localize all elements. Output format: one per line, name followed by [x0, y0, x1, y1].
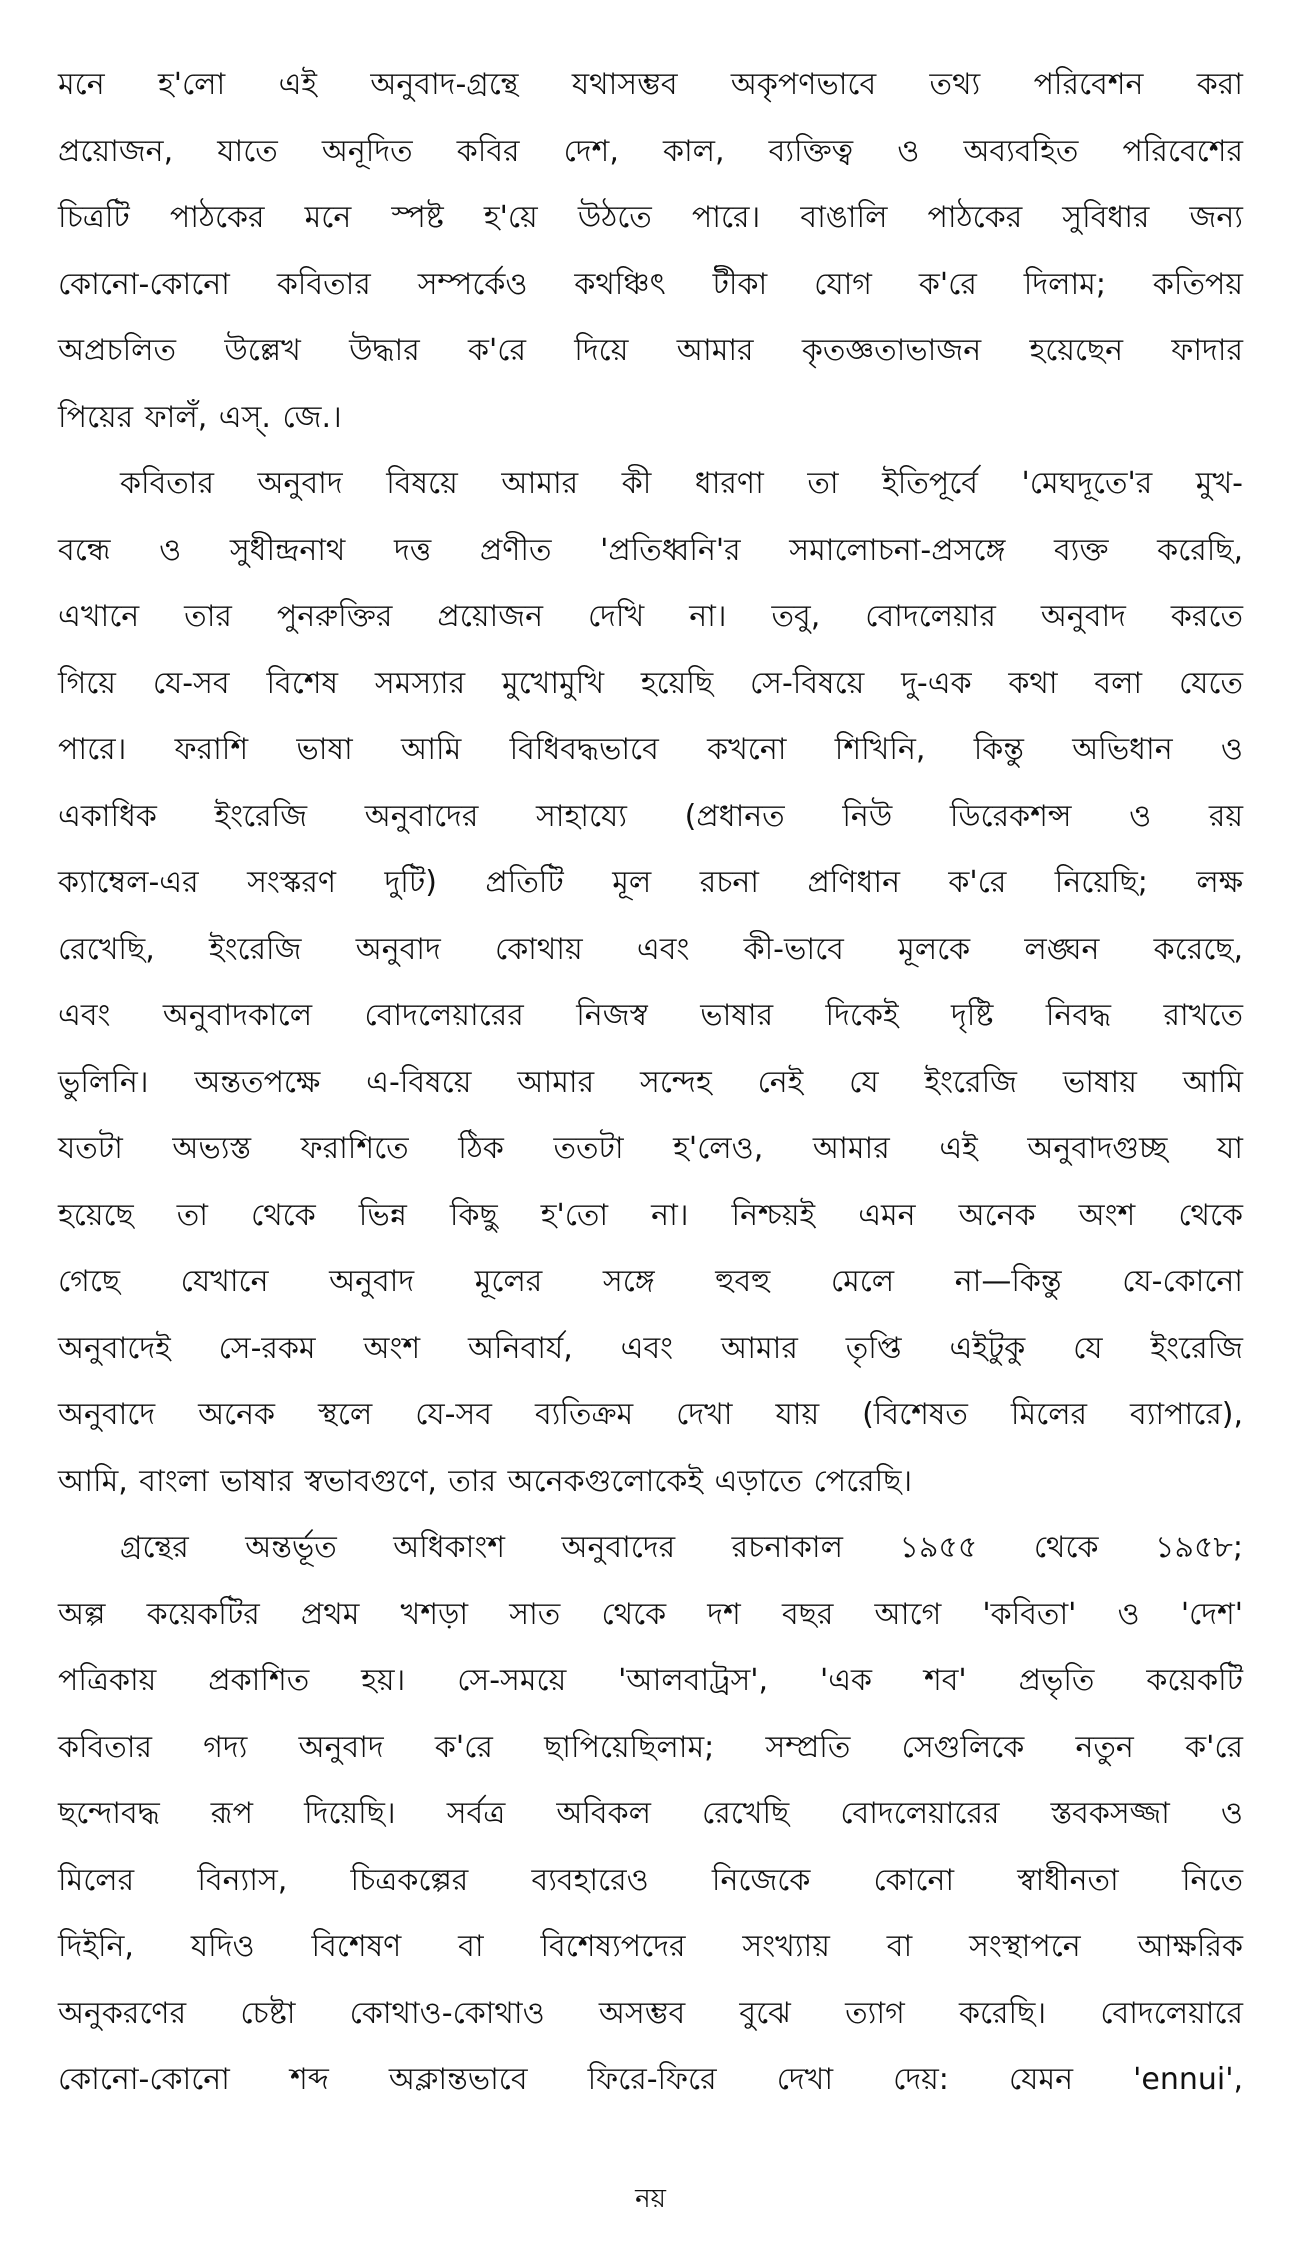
paragraph-2 [58, 451, 1243, 1515]
text-line: রেখেছি, ইংরেজি অনুবাদ কোথায় এবং কী-ভাবে মূলকে লঙ্ঘন করেছে, [58, 931, 1243, 967]
text-line: প্রয়োজন, যাতে অনূদিত কবির দেশ, কাল, ব্যক্তিত্ব ও অব্যবহিত পরিবেশের [58, 133, 1243, 169]
text-line: আমি, বাংলা ভাষার স্বভাবগুণে, তার অনেকগুলোকেই এড়াতে পেরেছি। [58, 1463, 913, 1499]
paragraph-1 [58, 52, 1243, 451]
text-line: পত্রিকায় প্রকাশিত হয়। সে-সময়ে 'আলবাট্রস', 'এক শব' প্রভৃতি কয়েকটি [58, 1663, 1243, 1698]
text-line: কবিতার গদ্য অনুবাদ ক'রে ছাপিয়েছিলাম; সম্প্রতি সেগুলিকে নতুন ক'রে [58, 1729, 1243, 1765]
text-line: গ্রন্থের অন্তর্ভূত অধিকাংশ অনুবাদের রচনাকাল ১৯৫৫ থেকে ১৯৫৮; [120, 1530, 1243, 1565]
text-line: দিইনি, যদিও বিশেষণ বা বিশেষ্যপদের সংখ্যায় বা সংস্থাপনে আক্ষরিক [58, 1929, 1243, 1964]
text-line: একাধিক ইংরেজি অনুবাদের সাহায্যে (প্রধানত নিউ ডিরেকশন্স ও রয় [58, 798, 1243, 834]
text-line: হয়েছে তা থেকে ভিন্ন কিছু হ'তো না। নিশ্চয়ই এমন অনেক অংশ থেকে [58, 1197, 1243, 1233]
text-line: অনুকরণের চেষ্টা কোথাও-কোথাও অসম্ভব বুঝে ত্যাগ করেছি। বোদলেয়ারে [58, 1995, 1243, 2031]
text-line: কোনো-কোনো কবিতার সম্পর্কেও কথঞ্চিৎ টীকা যোগ ক'রে দিলাম; কতিপয় [58, 266, 1243, 302]
text-line: পিয়ের ফালঁ, এস্. জে.। [58, 399, 342, 435]
text-line: অল্প কয়েকটির প্রথম খশড়া সাত থেকে দশ বছর আগে 'কবিতা' ও 'দেশ' [58, 1596, 1243, 1632]
text-line: গিয়ে যে-সব বিশেষ সমস্যার মুখোমুখি হয়েছি সে-বিষয়ে দু-এক কথা বলা যেতে [58, 665, 1243, 701]
text-line: চিত্রটি পাঠকের মনে স্পষ্ট হ'য়ে উঠতে পারে। বাঙালি পাঠকের সুবিধার জন্য [58, 200, 1243, 235]
text-line: অনুবাদে অনেক স্থলে যে-সব ব্যতিক্রম দেখা যায় (বিশেষত মিলের ব্যাপারে), [58, 1397, 1243, 1432]
text-line: পারে। ফরাশি ভাষা আমি বিধিবদ্ধভাবে কখনো শিখিনি, কিন্তু অভিধান ও [58, 732, 1243, 767]
text-line: ভুলিনি। অন্ততপক্ষে এ-বিষয়ে আমার সন্দেহ নেই যে ইংরেজি ভাষায় আমি [58, 1064, 1243, 1100]
text-line: যতটা অভ্যস্ত ফরাশিতে ঠিক ততটা হ'লেও, আমার এই অনুবাদগুচ্ছ যা [58, 1131, 1243, 1166]
text-line: এখানে তার পুনরুক্তির প্রয়োজন দেখি না। তবু, বোদলেয়ার অনুবাদ করতে [58, 599, 1243, 634]
page-number: নয় [635, 2184, 666, 2214]
text-line: ছন্দোবদ্ধ রূপ দিয়েছি। সর্বত্র অবিকল রেখেছি বোদলেয়ারের স্তবকসজ্জা ও [58, 1796, 1243, 1831]
text-line: মনে হ'লো এই অনুবাদ-গ্রন্থে যথাসম্ভব অকৃপণভাবে তথ্য পরিবেশন করা [58, 67, 1243, 102]
text-line: মিলের বিন্যাস, চিত্রকল্পের ব্যবহারেও নিজেকে কোনো স্বাধীনতা নিতে [58, 1862, 1243, 1898]
text-line: গেছে যেখানে অনুবাদ মূলের সঙ্গে হুবহু মেলে না—কিন্তু যে-কোনো [58, 1264, 1243, 1299]
text-line: এবং অনুবাদকালে বোদলেয়ারের নিজস্ব ভাষার দিকেই দৃষ্টি নিবদ্ধ রাখতে [58, 998, 1243, 1033]
text-line: কোনো-কোনো শব্দ অক্লান্তভাবে ফিরে-ফিরে দেখা দেয়: যেমন 'ennui', [58, 2062, 1243, 2097]
text-line: অনুবাদেই সে-রকম অংশ অনিবার্য, এবং আমার তৃপ্তি এইটুকু যে ইংরেজি [58, 1330, 1243, 1366]
paragraph-3 [58, 1515, 1243, 2114]
text-line: ক্যাম্বেল-এর সংস্করণ দুটি) প্রতিটি মূল রচনা প্রণিধান ক'রে নিয়েছি; লক্ষ [58, 865, 1243, 900]
text-line: বন্ধে ও সুধীন্দ্রনাথ দত্ত প্রণীত 'প্রতিধ্বনি'র সমালোচনা-প্রসঙ্গে ব্যক্ত করেছি, [58, 532, 1243, 568]
text-line: অপ্রচলিত উল্লেখ উদ্ধার ক'রে দিয়ে আমার কৃতজ্ঞতাভাজন হয়েছেন ফাদার [58, 333, 1243, 368]
text-line: কবিতার অনুবাদ বিষয়ে আমার কী ধারণা তা ইতিপূর্বে 'মেঘদূতে'র মুখ- [120, 466, 1243, 501]
